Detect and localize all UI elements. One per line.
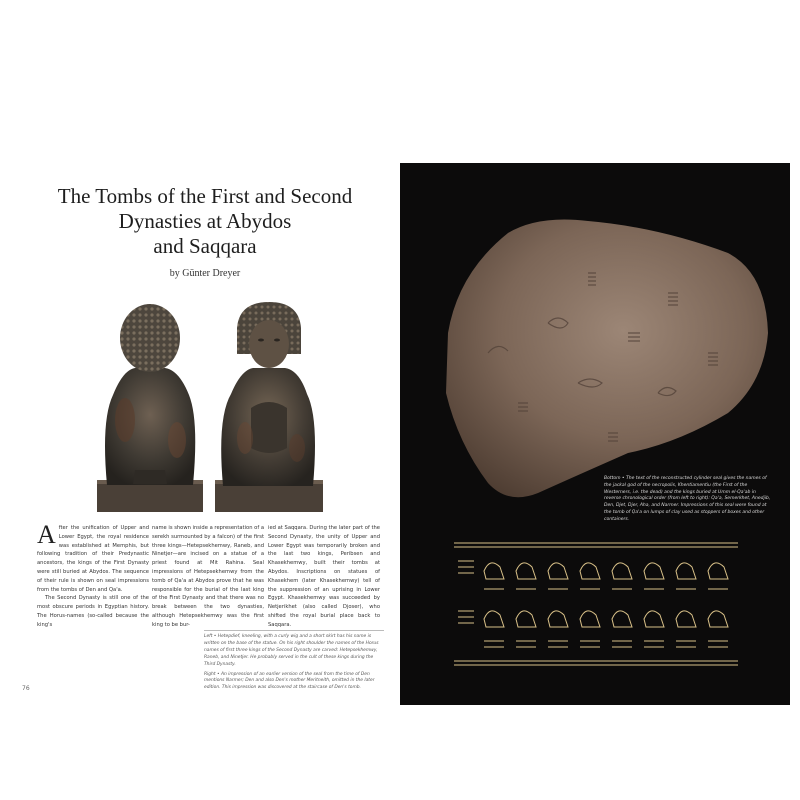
caption-divider — [204, 630, 384, 631]
drop-cap: A — [37, 520, 56, 549]
caption-statue: Left • Hetepdief, kneeling, with a curly wig and a short skirt has his name is written on the base of the statue. On his right shoulder the names of the Horus names of first three kings of the Second Dynasty are carved: Hetepsekhemwy, Raneb, and Ninetjer. He probably served in the cult of these kings during the Third Dynasty. — [204, 634, 379, 667]
caption-left-page — [204, 634, 384, 695]
clay-seal-fragment-image — [428, 213, 773, 508]
title-line-3: and Saqqara — [153, 234, 257, 258]
right-page — [400, 163, 790, 705]
page-number: 76 — [22, 685, 30, 692]
column-1-paragraph-2: The Second Dynasty is still one of the most obscure periods in Egyptian history. The Horus-names (so-called because the king's — [37, 595, 149, 628]
column-3-paragraph-1: ied at Saqqara. During the later part of the Second Dynasty, the unity of Upper and Lower Egypt was temporarily broken and the last two kings, Peribsen and Khasekhemwy, built their tombs at Abydos. Inscriptions on statues of Khasekhem (later Khasekhemwy) tell of the suppression of an uprising in Lower Egypt. Khasekhemwy was succeeded by Netjerikhet (also called Djoser), who shifted the royal burial place back to Saqqara. — [268, 525, 380, 628]
body-column-1 — [37, 520, 149, 630]
body-column-2 — [152, 524, 264, 630]
body-column-3 — [268, 524, 380, 630]
title-line-1: The Tombs of the First and Second — [57, 184, 353, 208]
reconstructed-seal-drawing — [454, 541, 738, 669]
caption-right-page: Bottom • The text of the reconstructed cylinder seal gives the names of the jackal god of the necropolis, Khentiamentiu (the First of the Westerners, i.e. the dead) and the kings buried at Umm el-Qa'ab in reverse chronological order (from left to right): Qa'a, Semerkhet, Anedjib, Den, Djet, Djer, Aha, and Narmer. Impressions of this seal were found at the tomb of Qa'a on lumps of clay used as stoppers of boxes and other containers. — [604, 476, 771, 522]
statue-back-view-image — [95, 300, 205, 514]
caption-seal-impression: Right • An impression of an earlier version of the seal from the time of Den mentions Narmer; Den and also Den's mother Meritneith, omitted in the later edition. This impression was discovered at the staircase of Den's tomb. — [204, 671, 375, 691]
title-line-2: Dynasties at Abydos — [118, 209, 292, 233]
column-1-paragraph-1: fter the unification of Upper and Lower Egypt, the royal residence was established at Memphis, but following tradition of their Predynastic ancestors, the kings of the First Dynasty were still buried at Abydos. The sequence of their rule is shown on seal impressions from the tombs of Den and Qa'a. — [37, 525, 149, 593]
article-title — [40, 184, 370, 259]
statue-front-view-image — [211, 298, 326, 514]
byline: by Günter Dreyer — [169, 268, 241, 279]
column-2-paragraph-1: name is shown inside a representation of a serekh surmounted by a falcon) of the first three kings—Hetepsekhemwy, Raneb, and Ninetjer—are incised on a statue of a priest found at Mit Rahina. Seal impressions of Hetepsekhemwy from the tomb of Qa'a at Abydos prove that he was responsible for the burial of the last king of the First Dynasty and that there was no break between the two dynasties, although Hetepsekhemwy was the first king to be bur- — [152, 525, 264, 628]
